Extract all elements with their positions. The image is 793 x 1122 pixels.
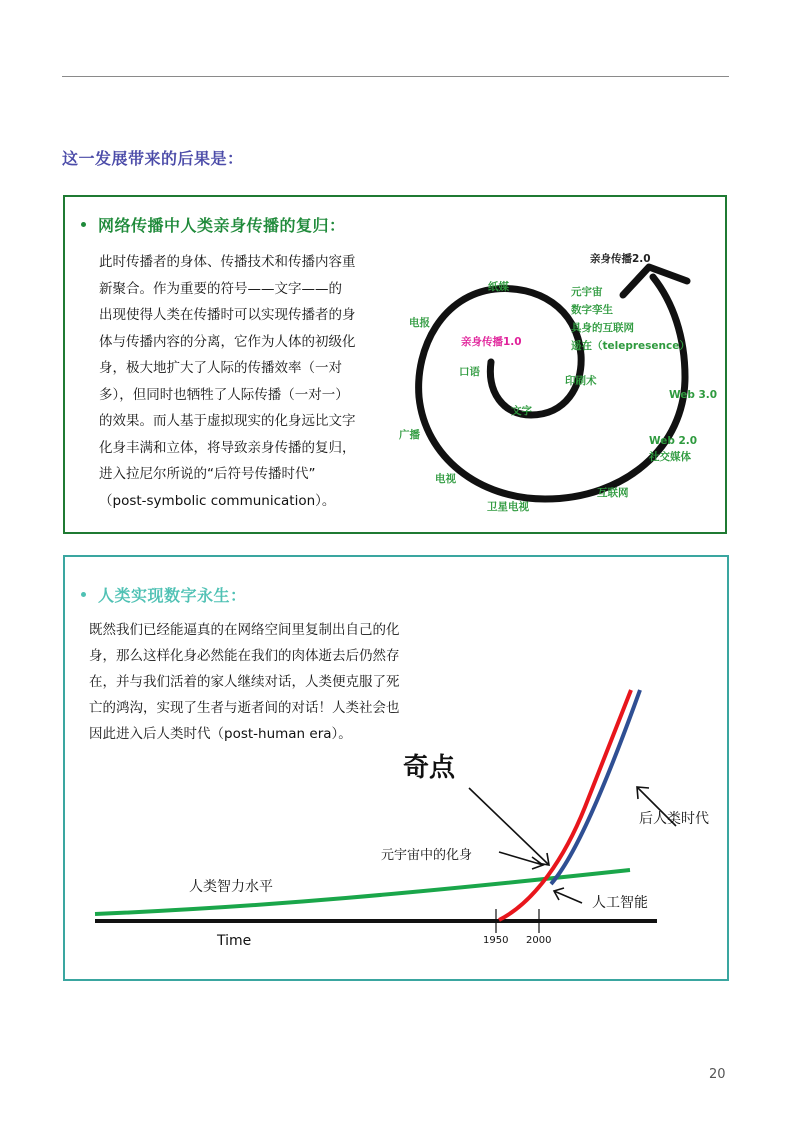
text-line: 体与传播内容的分离，它作为人体的初级化 xyxy=(99,333,356,350)
label-embodied-internet: 具身的互联网 xyxy=(571,322,634,334)
box1-paragraph xyxy=(99,249,389,514)
text-line: 此时传播者的身体、传播技术和传播内容重 xyxy=(99,254,356,270)
label-writing: 文字 xyxy=(511,405,532,417)
label-internet: 互联网 xyxy=(597,487,629,499)
label-social-media: 社交媒体 xyxy=(649,451,691,463)
label-oral: 口语 xyxy=(459,366,480,378)
label-radio: 广播 xyxy=(399,429,420,441)
label-telepresence: 遥在（telepresence） xyxy=(571,340,690,352)
label-tv: 电视 xyxy=(435,473,456,485)
post-human-label: 后人类时代 xyxy=(639,811,709,827)
bullet-icon xyxy=(81,222,86,227)
page-number: 20 xyxy=(709,1067,726,1082)
label-embodied-2: 亲身传播2.0 xyxy=(590,253,651,265)
callout-box-embodied-communication xyxy=(63,195,727,534)
box2-paragraph xyxy=(89,617,459,747)
text-line: 身，那么这样化身必然能在我们的肉体逝去后仍然存 xyxy=(89,648,400,664)
label-telegraph: 电报 xyxy=(409,317,430,329)
human-intelligence-label: 人类智力水平 xyxy=(189,879,273,895)
singularity-label: 奇点 xyxy=(403,753,456,783)
label-printing: 印刷术 xyxy=(565,375,597,387)
box1-title-text: 网络传播中人类亲身传播的复归： xyxy=(98,216,346,235)
text-line: 的效果。而人基于虚拟现实的化身远比文字 xyxy=(99,413,356,429)
spiral-diagram xyxy=(395,237,729,527)
tick-2000: 2000 xyxy=(526,935,552,946)
text-line: 亡的鸿沟，实现了生者与逝者间的对话！人类社会也 xyxy=(89,700,400,716)
text-line: 因此进入后人类时代（post-human era）。 xyxy=(89,726,352,742)
label-metaverse: 元宇宙 xyxy=(571,286,603,298)
text-line: 进入拉尼尔所说的“后符号传播时代” xyxy=(99,466,316,482)
avatar-label: 元宇宙中的化身 xyxy=(381,848,473,863)
box1-title xyxy=(81,213,346,236)
label-web2: Web 2.0 xyxy=(649,435,698,447)
label-web3: Web 3.0 xyxy=(669,389,718,401)
text-line: 新聚合。作为重要的符号——文字——的 xyxy=(99,280,342,297)
text-line: 既然我们已经能逼真的在网络空间里复制出自己的化 xyxy=(89,622,400,638)
section-heading: 这一发展带来的后果是： xyxy=(62,149,244,168)
text-line: 出现使得人类在传播时可以实现传播者的身 xyxy=(99,307,356,323)
text-line: 化身丰满和立体，将导致亲身传播的复归， xyxy=(99,439,356,456)
top-rule xyxy=(62,76,729,77)
label-satellite-tv: 卫星电视 xyxy=(487,501,529,513)
x-axis-label: Time xyxy=(217,933,252,949)
box2-title xyxy=(81,583,247,606)
text-line: 在，并与我们活着的家人继续对话，人类便克服了死 xyxy=(89,674,400,690)
label-embodied-1: 亲身传播1.0 xyxy=(461,336,522,348)
tick-1950: 1950 xyxy=(483,935,509,946)
text-line: （post-symbolic communication）。 xyxy=(99,492,336,509)
bullet-icon xyxy=(81,592,86,597)
ai-label: 人工智能 xyxy=(592,895,648,911)
text-line: 身，极大地扩大了人际的传播效率（一对 xyxy=(99,360,342,376)
label-paper: 纸媒 xyxy=(488,281,509,293)
callout-box-digital-immortality xyxy=(63,555,729,981)
box2-title-text: 人类实现数字永生： xyxy=(98,586,247,605)
label-digital-twin: 数字孪生 xyxy=(571,304,613,316)
text-line: 多），但同时也牺牲了人际传播（一对一） xyxy=(99,386,349,403)
